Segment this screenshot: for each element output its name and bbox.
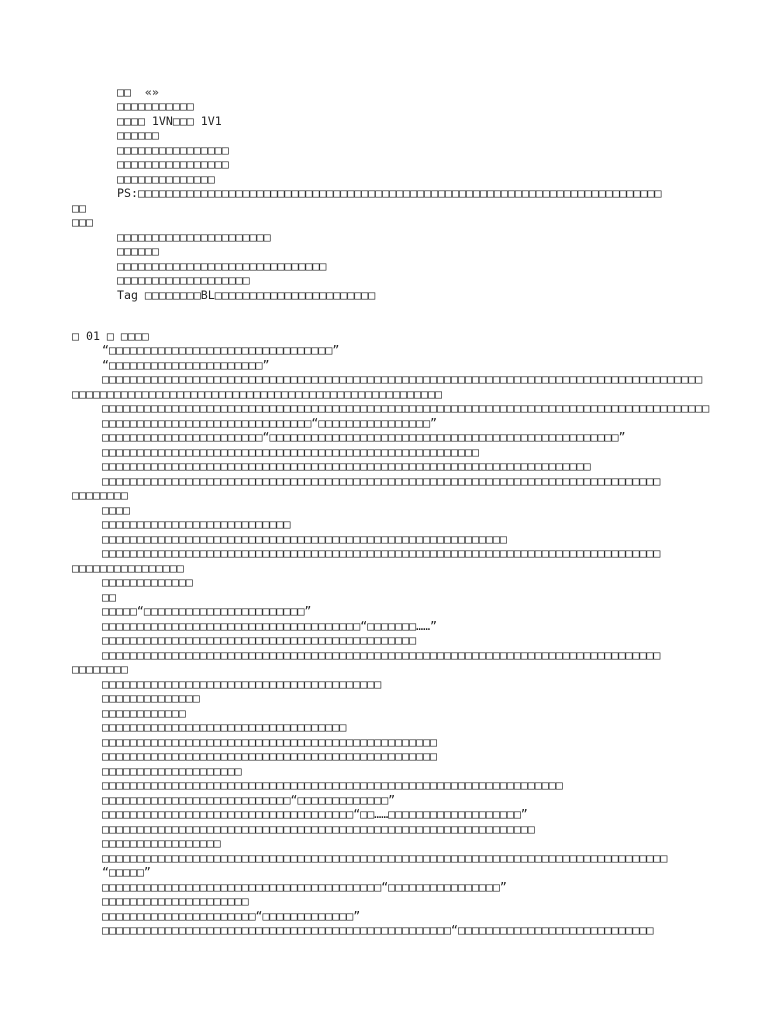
meta-line: □□□□□□□□□□□□□□□□□□□□□□□□□□□□□□ <box>117 258 327 273</box>
paragraph-line: □□□□□□□□□□□□□□□□ <box>72 560 184 575</box>
paragraph-line: □□□□□□□□□□□□□□□□□□□□□□□□□□□“□□□□□□□□□□□□□” <box>102 792 396 807</box>
paragraph-line: □□□□□□□□□□□□□□□□□□□□□□□□□□□□□□□□□□□□□□□□□□□□□□□□□□□□□□□□□□□□□□□□□□□□□□□□□□□□□□□□□ <box>102 850 668 865</box>
paragraph-line: □□□□□□□□□□□□□□□□□□□□□□□□□□□□□□□□□□□□□□□□□□□□□□□□□□□□□□□□□□□□□□□□□□ <box>102 778 563 792</box>
ps-note: PS:□□□□□□□□□□□□□□□□□□□□□□□□□□□□□□□□□□□□□□□□□□□□□□□□□□□□□□□□□□□□□□□□□□□□□□□□□□□ <box>117 186 662 200</box>
meta-line: □□□□□□□□□□□□□□□□□□□ <box>117 273 250 287</box>
meta-line: □□□□□□ <box>117 244 159 258</box>
paragraph-line: □□□□□□□□ <box>72 662 128 676</box>
paragraph-line: □□□□□□□□□□□□□□□□□□□□□□□□□□□ <box>102 517 291 531</box>
paragraph-line: □□□□□□□□□□□□□□□□□□□□□□“□□□□□□□□□□□□□” <box>102 908 361 923</box>
header-line: □□□□□□□□□□□□□□ <box>117 171 215 186</box>
paragraph-line: □□□□□□□□□□□□□□□□□□□□□□□□□□□□□□□□□□□□□□□□□□□□□□□□□□□□□□□□□□□□□□ <box>102 821 535 836</box>
header-line: □□□□□□□□□□□□□□□□ <box>117 142 229 157</box>
paragraph-line: “□□□□□□□□□□□□□□□□□□□□□□” <box>102 357 270 372</box>
chapter-heading: □ 01 □ □□□□ <box>72 328 149 343</box>
paragraph-line: □□□□□□□□□□□□□□□□□□□□□□□“□□□□□□□□□□□□□□□□□□□□□□□□□□□□□□□□□□□□□□□□□□□□□□□□□□” <box>102 430 626 444</box>
paragraph-line: □□□□□□□□□□□□□□□□□ <box>102 836 221 850</box>
paragraph-line: □□□□□□□□ <box>72 488 128 502</box>
paragraph-line: □□□□□□□□□□□□□□□□□□□□□□□□□□□□□□□□□□□□“□□……□□□□□□□□□□□□□□□□□□□” <box>102 807 528 821</box>
paragraph-line: “□□□□□□□□□□□□□□□□□□□□□□□□□□□□□□□□” <box>102 343 340 357</box>
header-line: □□□□ 1VN□□□ 1V1 <box>117 113 222 128</box>
chapter-body <box>0 343 768 938</box>
paragraph-line: □□□□□□□□□□□□□□□□□□□□□□□□□□□□□□□□□□□□□□□□□□□□□□□□□□□□□□ <box>102 444 479 459</box>
paragraph-line: □□□□□□□□□□□□□□□□□□□□□ <box>102 894 249 908</box>
paragraph-line: □□□□□□□□□□□□□□□□□□□□□□□□□□□□□□□□□□□□□□□□□□□□□□□□ <box>102 734 438 749</box>
header-line: □□□□□□□□□□□ <box>117 99 194 113</box>
paragraph-line: “□□□□□” <box>102 865 151 879</box>
paragraph-line: □□□□□□□□□□□□□□□□□□□□□□□□□□□□□□□□□□□□□□□□□□□□□□□□□□□□□□□□□□□□□□□□□□□□□□□□□□□□□□□□ <box>102 546 661 560</box>
paragraph-line: □□□□□“□□□□□□□□□□□□□□□□□□□□□□□” <box>102 604 312 618</box>
header-line: □□□□□□□□□□□□□□□□ <box>117 157 229 171</box>
header-block <box>0 70 768 99</box>
paragraph-line: □□□□□□□□□□□□□□□□□□□□□□□□□□□□□□□□□□□□□“□□□□□□□……” <box>102 618 438 633</box>
meta-line: □□□□□□□□□□□□□□□□□□□□□□ <box>117 229 271 244</box>
paragraph-line: □□□□□□□□□□□□□□□□□□□□□□□□□□□□□□□□□□□□□□□□□□□□□□□□□□□□□□□□□□ <box>102 531 507 546</box>
spacer <box>0 317 768 329</box>
paragraph-line: □□□□□□□□□□□□□ <box>102 575 193 589</box>
paragraph-line: □□□□□□□□□□□□□□□□□□□□□□□□□□□□□□□□□□□□□□□□□□□□□ <box>102 633 417 647</box>
paragraph-line: □□□□ <box>102 502 130 517</box>
document-page <box>0 70 768 938</box>
paragraph-line: □□□□□□□□□□□□□□□□□□□□□□□□□□□□□□□□□□□□□□□□□□□□□□□□□□“□□□□□□□□□□□□□□□□□□□□□□□□□□□□ <box>102 923 654 937</box>
paragraph-line: □□□□□□□□□□□□□□□□□□□□□□□□□□□□□□□□□□□□□□□□□□□□□□□□□□□□□□□□□□□□□□□□□□□□□□□□□□□□□□□□ <box>102 647 661 662</box>
paragraph-line: □□□□□□□□□□□□□□□□□□□□□□□□□□□□□□□□□□□□□□□□□□□□□□□□□□□□□□□□□□□□□□□□□□□□□□□□□□□□□□□□□□□□□□ <box>102 372 703 386</box>
paragraph-line: □□□□□□□□□□□□□□□□□□□□ <box>102 763 242 778</box>
ps-note-continuation: □□ <box>72 200 86 215</box>
spacer <box>0 302 768 317</box>
paragraph-line: □□□□□□□□□□□□□□□□□□□□□□□□□□□□□□□□□□□□□□□□□□□□□□□□□□□□□□□□□□□□□□□□□□□□□□□□□□□□□□□□ <box>102 473 661 488</box>
paragraph-line: □□□□□□□□□□□□□□□□□□□□□□□□□□□□□□□□□□□□□□□□ <box>102 676 382 691</box>
paragraph-line: □□ <box>102 589 116 604</box>
paragraph-line: □□□□□□□□□□□□ <box>102 705 186 720</box>
paragraph-line: □□□□□□□□□□□□□□□□□□□□□□□□□□□□□□□□□□□□□□□□“□□□□□□□□□□□□□□□□” <box>102 879 507 894</box>
header-line: □□□□□□ <box>117 128 159 142</box>
paragraph-line: □□□□□□□□□□□□□□ <box>102 691 200 705</box>
paragraph-line: □□□□□□□□□□□□□□□□□□□□□□□□□□□□□□□□□□□□□□□□□□□□□□□□□□□□□ <box>72 386 442 401</box>
logo-icon: «» <box>144 84 159 99</box>
paragraph-line: □□□□□□□□□□□□□□□□□□□□□□□□□□□□□□□□□□□□□□□□□□□□□□□□□□□□□□□□□□□□□□□□□□□□□□□□□□□□□□□□□□□□□□□ <box>102 401 710 415</box>
paragraph-line: □□□□□□□□□□□□□□□□□□□□□□□□□□□□□□“□□□□□□□□□□□□□□□□” <box>102 415 438 430</box>
paragraph-line: □□□□□□□□□□□□□□□□□□□□□□□□□□□□□□□□□□□□□□□□□□□□□□□□ <box>102 749 438 763</box>
paragraph-line: □□□□□□□□□□□□□□□□□□□□□□□□□□□□□□□□□□□□□□□□□□□□□□□□□□□□□□□□□□□□□□□□□□□□□□ <box>102 459 591 473</box>
tag-line: Tag □□□□□□□□BL□□□□□□□□□□□□□□□□□□□□□□□ <box>117 287 376 302</box>
paragraph-line: □□□□□□□□□□□□□□□□□□□□□□□□□□□□□□□□□□□ <box>102 720 347 734</box>
section-label: □□□ <box>72 215 93 229</box>
header-line: □□ <box>117 84 131 99</box>
